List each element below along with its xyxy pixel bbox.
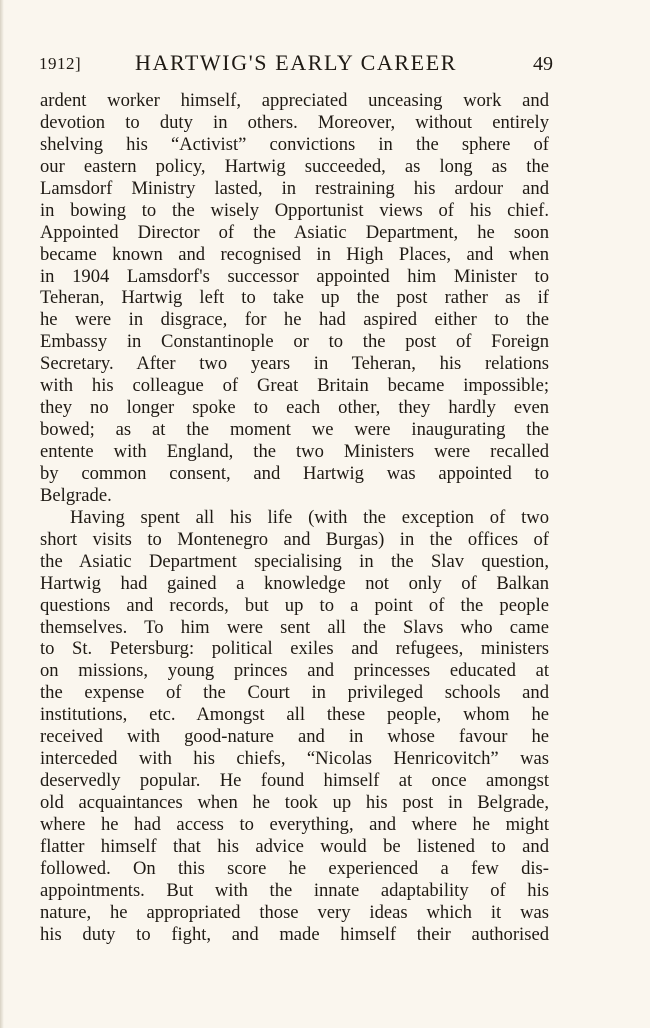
text-line: entente with England, the two Ministers were recalled [40, 441, 549, 462]
text-line: the Asiatic Department specialising in the Slav question, [40, 550, 549, 572]
page-edge [0, 0, 4, 1028]
text-line: became known and recognised in High Places, and when [40, 243, 549, 265]
running-head [39, 50, 553, 78]
text-line: the expense of the Court in privileged schools and [40, 682, 549, 704]
text-line: they no longer spoke to each other, they hardly even [40, 397, 549, 419]
text-line: shelving his “Activist” convictions in the sphere of [40, 133, 549, 155]
text-line: Belgrade. [40, 484, 112, 506]
text-line: institutions, etc. Amongst all these people, whom he [40, 704, 549, 726]
text-line: with his colleague of Great Britain became impossible; [40, 375, 549, 397]
text-line: in bowing to the wisely Opportunist views of his chief. [40, 199, 549, 221]
text-line: Embassy in Constantinople or to the post of Foreign [40, 331, 549, 353]
text-line: appointments. But with the innate adaptability of his [40, 879, 549, 901]
text-line: Secretary. After two years in Teheran, his relations [40, 353, 549, 375]
text-line: followed. On this score he experienced a few dis- [40, 857, 549, 879]
text-line: he were in disgrace, for he had aspired either to the [40, 309, 549, 331]
text-line: Appointed Director of the Asiatic Department, he soon [40, 221, 549, 243]
running-head-title: HARTWIG'S EARLY CAREER [134, 50, 458, 75]
text-line: Teheran, Hartwig left to take up the post rather as if [40, 287, 549, 309]
text-line: in 1904 Lamsdorf's successor appointed him Minister to [40, 265, 549, 287]
text-line: where he had access to everything, and where he might [40, 813, 549, 835]
paragraph [40, 90, 549, 507]
text-line: short visits to Montenegro and Burgas) in the offices of [40, 528, 549, 550]
text-line: flatter himself that his advice would be listened to and [40, 835, 549, 857]
paragraph [40, 507, 549, 946]
text-line: bowed; as at the moment we were inaugurating the [40, 419, 549, 441]
body-text [40, 90, 549, 946]
running-head-year: 1912] [39, 54, 82, 73]
text-line: nature, he appropriated those very ideas which it was [40, 901, 549, 923]
text-line: to St. Petersburg: political exiles and refugees, ministers [40, 638, 549, 660]
text-line: deservedly popular. He found himself at once amongst [40, 770, 549, 792]
text-line: themselves. To him were sent all the Slavs who came [40, 616, 549, 638]
text-line: old acquaintances when he took up his post in Belgrade, [40, 792, 549, 813]
text-line: Having spent all his life (with the exception of two [70, 506, 549, 528]
text-line: received with good-nature and in whose favour he [40, 726, 549, 748]
text-line: ardent worker himself, appreciated unceasing work and [40, 90, 549, 111]
text-line: questions and records, but up to a point of the people [40, 594, 549, 616]
text-line: on missions, young princes and princesses educated at [40, 660, 549, 682]
text-line: his duty to fight, and made himself their authorised [40, 923, 549, 945]
text-line: our eastern policy, Hartwig succeeded, as long as the [40, 155, 549, 177]
text-line: by common consent, and Hartwig was appointed to [40, 462, 549, 484]
page-number: 49 [533, 53, 553, 75]
text-line: Hartwig had gained a knowledge not only of Balkan [40, 572, 549, 594]
text-line: devotion to duty in others. Moreover, without entirely [40, 111, 549, 133]
text-line: Lamsdorf Ministry lasted, in restraining his ardour and [40, 177, 549, 199]
text-line: interceded with his chiefs, “Nicolas Henricovitch” was [40, 748, 549, 770]
